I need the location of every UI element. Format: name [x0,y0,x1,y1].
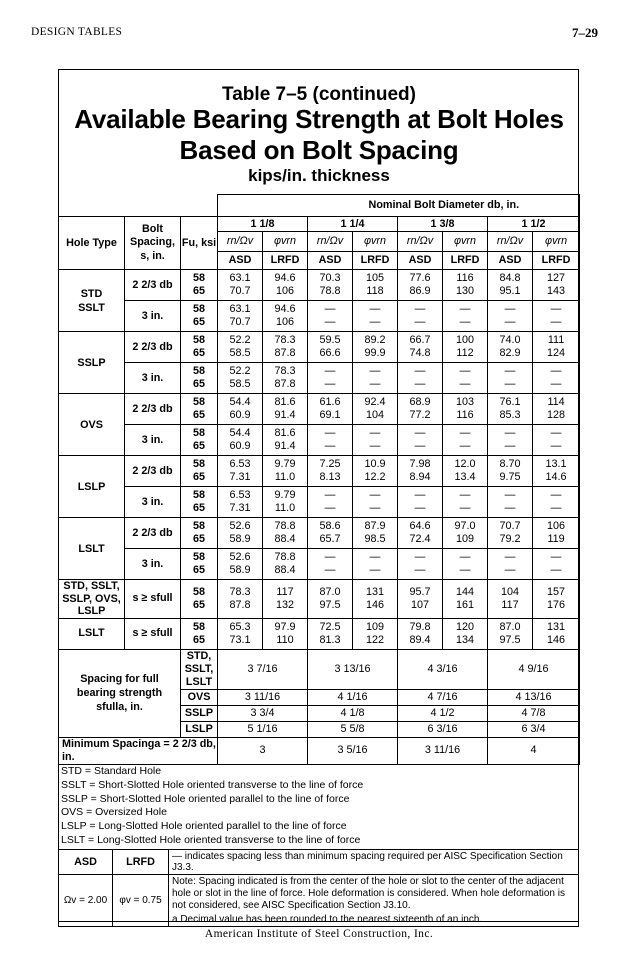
hole-type-header: Hole Type [59,217,125,270]
spacing-cell: 2 2/3 db [125,394,181,425]
min-spacing-value: 3 [218,737,308,764]
asd-value: 7.98 8.94 [398,456,443,487]
spacing-cell: 2 2/3 db [125,518,181,549]
table-number: Table 7–5 (continued) [222,84,416,105]
lrfd-value: 92.4 104 [353,394,398,425]
spacing-full-value: 4 13/16 [488,689,580,705]
spacing-cell: s ≥ sfull [125,618,181,649]
omega-value: Ωv = 2.00 [59,875,113,927]
spacing-cell: 2 2/3 db [125,332,181,363]
spacing-full-value: 4 1/16 [308,689,398,705]
asd-value: — — [308,363,353,394]
lrfd-value: — — [353,301,398,332]
legend-item: SSLP = Short-Slotted Hole oriented parallel to the line of force [61,792,350,805]
table-row [59,456,580,487]
spacing-full-value: 3 3/4 [218,705,308,721]
spacing-full-value: 4 7/16 [398,689,488,705]
spacing-full-value: 6 3/4 [488,721,580,737]
asd-header: ASD [218,252,263,270]
asd-value: 52.2 58.5 [218,363,263,394]
lrfd-value: — — [353,425,398,456]
fu-cell: 58 65 [181,518,218,549]
hole-type-legend [58,765,579,848]
asd-value: — — [488,301,533,332]
asd-value: 63.1 70.7 [218,270,263,301]
legend-item: LSLT = Long-Slotted Hole oriented transverse to the line of force [61,833,361,846]
lrfd-value: 89.2 99.9 [353,332,398,363]
lrfd-value: — — [443,487,488,518]
spacing-cell: 3 in. [125,363,181,394]
hole-type-cell: LSLT [59,618,125,649]
spacing-full-value: 4 7/8 [488,705,580,721]
lrfd-header: LRFD [353,252,398,270]
asd-value: 70.7 79.2 [488,518,533,549]
asd-value: 7.25 8.13 [308,456,353,487]
spacing-full-value: 4 1/2 [398,705,488,721]
lrfd-value: — — [353,549,398,580]
lrfd-symbol: φvrn [353,232,398,252]
lrfd-value: 131 146 [533,618,580,649]
min-spacing-value: 4 [488,737,580,764]
lrfd-value: — — [443,301,488,332]
lrfd-value: 127 143 [533,270,580,301]
lrfd-symbol: φvrn [443,232,488,252]
asd-value: 52.6 58.9 [218,518,263,549]
spacing-note: Note: Spacing indicated is from the center of the hole or slot to the center of the adjacent hole or slot in the line of force. Hole deformation is considered. When hole deformation is not considered, see AISC Specification Section J3.10. [169,875,579,914]
nominal-diameter-header: Nominal Bolt Diameter db, in. [218,195,580,217]
dash-note: — indicates spacing less than minimum spacing required per AISC Specification Section J3.3. [169,850,579,875]
asd-value: 66.7 74.8 [398,332,443,363]
lrfd-value: 117 132 [263,580,308,619]
asd-value: — — [308,301,353,332]
lrfd-value: — — [533,549,580,580]
fu-cell: 58 65 [181,301,218,332]
table-row [59,518,580,549]
phi-value: φv = 0.75 [113,875,169,927]
asd-value: — — [308,425,353,456]
asd-value: 78.3 87.8 [218,580,263,619]
asd-value: — — [488,487,533,518]
fu-cell: 58 65 [181,549,218,580]
asd-value: — — [488,363,533,394]
asd-symbol: rn/Ωv [218,232,263,252]
spacing-cell: 3 in. [125,487,181,518]
spacing-cell: 3 in. [125,425,181,456]
asd-value: 65.3 73.1 [218,618,263,649]
lrfd-value: — — [533,363,580,394]
asd-value: 64.6 72.4 [398,518,443,549]
asd-value: — — [398,363,443,394]
asd-value: — — [488,549,533,580]
table-units: kips/in. thickness [248,166,390,185]
asd-value: 104 117 [488,580,533,619]
lrfd-value: 103 116 [443,394,488,425]
asd-header: ASD [398,252,443,270]
asd-value: — — [398,549,443,580]
table-row [59,332,580,363]
asd-value: 87.0 97.5 [308,580,353,619]
lrfd-value: 114 128 [533,394,580,425]
asd-value: 79.8 89.4 [398,618,443,649]
lrfd-value: 105 118 [353,270,398,301]
page-number: 7–29 [572,25,598,40]
asd-value: 6.53 7.31 [218,456,263,487]
lrfd-symbol: φvrn [533,232,580,252]
table-row [59,618,580,649]
fu-cell: 58 65 [181,618,218,649]
asd-label: ASD [59,850,113,875]
asd-value: 76.1 85.3 [488,394,533,425]
lrfd-value: 97.0 109 [443,518,488,549]
spacing-full-type: OVS [181,689,218,705]
legend-item: STD = Standard Hole [61,765,162,777]
lrfd-value: 78.3 87.8 [263,332,308,363]
fu-cell: 58 65 [181,580,218,619]
lrfd-value: 9.79 11.0 [263,456,308,487]
lrfd-value: 10.9 12.2 [353,456,398,487]
asd-value: 6.53 7.31 [218,487,263,518]
table-row [59,487,580,518]
lrfd-value: 87.9 98.5 [353,518,398,549]
lrfd-value: 78.8 88.4 [263,549,308,580]
asd-value: 63.1 70.7 [218,301,263,332]
spacing-full-value: 3 11/16 [218,689,308,705]
legend-item: SSLT = Short-Slotted Hole oriented transverse to the line of force [61,778,364,791]
min-spacing-label: Minimum Spacinga = 2 2/3 db, in. [59,737,218,764]
lrfd-value: 78.8 88.4 [263,518,308,549]
asd-symbol: rn/Ωv [308,232,353,252]
lrfd-value: 94.6 106 [263,270,308,301]
spacing-full-type: SSLP [181,705,218,721]
lrfd-value: 100 112 [443,332,488,363]
asd-value: 87.0 97.5 [488,618,533,649]
diameter-header: 1 1/8 [218,217,308,232]
lrfd-value: 131 146 [353,580,398,619]
lrfd-value: 106 119 [533,518,580,549]
min-spacing-value: 3 11/16 [398,737,488,764]
asd-value: 72.5 81.3 [308,618,353,649]
publisher-footer: American Institute of Steel Construction, Inc. [204,928,434,940]
fu-header: Fu, ksi [181,217,218,270]
lrfd-value: 97.9 110 [263,618,308,649]
asd-header: ASD [488,252,533,270]
spacing-full-value: 6 3/16 [398,721,488,737]
lrfd-label: LRFD [113,850,169,875]
lrfd-value: 116 130 [443,270,488,301]
table-title-line1: Available Bearing Strength at Bolt Holes [74,104,564,134]
asd-value: 59.5 66.6 [308,332,353,363]
table-row [59,301,580,332]
asd-value: — — [488,425,533,456]
hole-type-cell: STD, SSLT, SSLP, OVS, LSLP [59,580,125,619]
table-row [59,580,580,619]
notes-table [58,849,579,927]
lrfd-value: 109 122 [353,618,398,649]
asd-value: 68.9 77.2 [398,394,443,425]
lrfd-value: — — [353,487,398,518]
legend-item: LSLP = Long-Slotted Hole oriented parallel to the line of force [61,820,347,833]
asd-symbol: rn/Ωv [488,232,533,252]
lrfd-value: — — [533,487,580,518]
spacing-cell: s ≥ sfull [125,580,181,619]
lrfd-value: 111 124 [533,332,580,363]
asd-value: 54.4 60.9 [218,394,263,425]
asd-value: 84.8 95.1 [488,270,533,301]
fu-cell: 58 65 [181,425,218,456]
table-row [59,425,580,456]
diameter-header: 1 1/2 [488,217,580,232]
lrfd-value: 81.6 91.4 [263,425,308,456]
asd-value: 95.7 107 [398,580,443,619]
hole-type-cell: LSLP [59,456,125,518]
table-row [59,270,580,301]
lrfd-value: — — [533,425,580,456]
fu-cell: 58 65 [181,363,218,394]
spacing-full-value: 4 1/8 [308,705,398,721]
spacing-full-value: 5 5/8 [308,721,398,737]
fu-cell: 58 65 [181,456,218,487]
asd-value: — — [398,487,443,518]
diameter-header: 1 1/4 [308,217,398,232]
spacing-full-value: 5 1/16 [218,721,308,737]
lrfd-value: 144 161 [443,580,488,619]
asd-value: 52.6 58.9 [218,549,263,580]
lrfd-value: 13.1 14.6 [533,456,580,487]
asd-value: 52.2 58.5 [218,332,263,363]
spacing-full-type: STD, SSLT, LSLT [181,649,218,689]
diameter-header: 1 3/8 [398,217,488,232]
bearing-strength-table [58,194,580,765]
asd-value: — — [308,487,353,518]
lrfd-value: — — [443,425,488,456]
lrfd-value: — — [443,363,488,394]
spacing-full-value: 4 9/16 [488,649,580,689]
table-row [59,363,580,394]
lrfd-value: 94.6 106 [263,301,308,332]
table-row [59,549,580,580]
spacing-cell: 2 2/3 db [125,270,181,301]
lrfd-value: 81.6 91.4 [263,394,308,425]
spacing-full-type: LSLP [181,721,218,737]
table-row [59,394,580,425]
asd-value: 77.6 86.9 [398,270,443,301]
lrfd-value: — — [533,301,580,332]
spacing-full-value: 4 3/16 [398,649,488,689]
hole-type-cell: STD SSLT [59,270,125,332]
asd-value: — — [398,425,443,456]
asd-header: ASD [308,252,353,270]
hole-type-cell: LSLT [59,518,125,580]
spacing-cell: 2 2/3 db [125,456,181,487]
asd-value: 61.6 69.1 [308,394,353,425]
lrfd-value: 9.79 11.0 [263,487,308,518]
header-spacer [59,195,218,217]
fu-cell: 58 65 [181,394,218,425]
spacing-cell: 3 in. [125,549,181,580]
hole-type-cell: OVS [59,394,125,456]
lrfd-header: LRFD [443,252,488,270]
asd-symbol: rn/Ωv [398,232,443,252]
fu-cell: 58 65 [181,332,218,363]
lrfd-value: — — [443,549,488,580]
spacing-cell: 3 in. [125,301,181,332]
asd-value: 70.3 78.8 [308,270,353,301]
section-title: DESIGN TABLES [31,26,123,38]
asd-value: — — [398,301,443,332]
decimal-note: a Decimal value has been rounded to the nearest sixteenth of an inch. [169,913,579,927]
fu-cell: 58 65 [181,487,218,518]
asd-value: 58.6 65.7 [308,518,353,549]
lrfd-header: LRFD [533,252,580,270]
fu-cell: 58 65 [181,270,218,301]
lrfd-value: 157 176 [533,580,580,619]
hole-type-cell: SSLP [59,332,125,394]
lrfd-value: 78.3 87.8 [263,363,308,394]
table-title-line2: Based on Bolt Spacing [179,135,459,165]
asd-value: 74.0 82.9 [488,332,533,363]
spacing-full-value: 3 7/16 [218,649,308,689]
spacing-full-value: 3 13/16 [308,649,398,689]
lrfd-value: 12.0 13.4 [443,456,488,487]
lrfd-value: 120 134 [443,618,488,649]
asd-value: 8.70 9.75 [488,456,533,487]
asd-value: — — [308,549,353,580]
spacing-full-label: Spacing for full bearing strength sfulla, in. [59,649,181,737]
lrfd-header: LRFD [263,252,308,270]
asd-value: 54.4 60.9 [218,425,263,456]
lrfd-symbol: φvrn [263,232,308,252]
lrfd-value: — — [353,363,398,394]
legend-item: OVS = Oversized Hole [61,806,167,819]
bolt-spacing-header: Bolt Spacing, s, in. [125,217,181,270]
min-spacing-value: 3 5/16 [308,737,398,764]
